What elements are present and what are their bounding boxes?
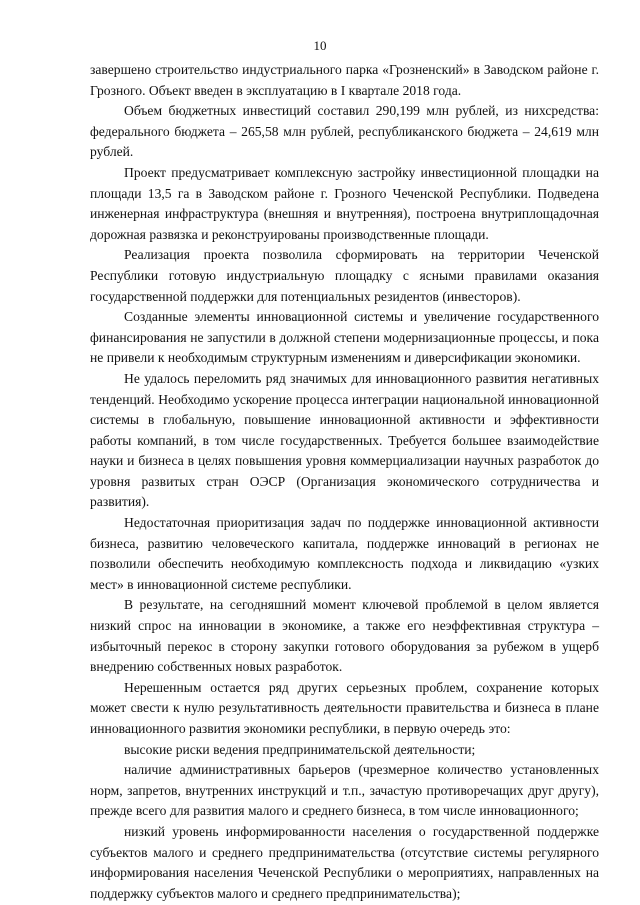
list-item: низкий уровень информированности населения о государственной поддержке субъектов малого и среднего предпринимательства (отсутствие системы регулярного информирования населения Чеченской Республики о мероприятиях, направленных на поддержку субъектов малого и среднего предпринимательства); (90, 823, 599, 901)
paragraph: Не удалось переломить ряд значимых для инновационного развития негативных тенденций. Необходимо ускорение процесса интеграции национальной инновационной системы в глобальную, повышение инновационной активности и эффективности работы компаний, в том числе государственных. Требуется большее взаимодействие науки и бизнеса в целях повышения уровня коммерциализации научных разработок до уровня развитых стран ОЭСР (Организация экономического сотрудничества и развития). (90, 370, 599, 510)
body-text (90, 60, 599, 904)
paragraph: В результате, на сегодняшний момент ключевой проблемой в целом является низкий спрос на инновации в экономике, а также его неэффективная структура – избыточный перекос в сторону закупки готового оборудования за рубежом в ущерб внедрению собственных новых разработок. (90, 597, 599, 675)
page-number: 10 (313, 38, 327, 53)
paragraph: Объем бюджетных инвестиций составил 290,199 млн рублей, из нихсредства: федерального бюджета – 265,58 млн рублей, республиканского бюджета – 24,619 млн рублей. (90, 103, 599, 160)
list-item: наличие административных барьеров (чрезмерное количество установленных норм, запретов, внутренних инструкций и т.п., зачастую противоречащих друг другу), прежде всего для развития малого и среднего бизнеса, в том числе инновационного; (90, 762, 599, 819)
paragraph: Созданные элементы инновационной системы и увеличение государственного финансирования не запустили в должной степени модернизационные процессы, и пока не привели к необходимым структурным изменениям и диверсификации экономики. (90, 309, 599, 366)
paragraph: Реализация проекта позволила сформировать на территории Чеченской Республики готовую индустриальную площадку с ясными правилами оказания государственной поддержки для потенциальных резидентов (инвесторов). (90, 247, 599, 304)
paragraph: завершено строительство индустриального парка «Грозненский» в Заводском районе г. Грозного. Объект введен в эксплуатацию в I квартале 2018 года. (90, 62, 599, 98)
paragraph: Проект предусматривает комплексную застройку инвестиционной площадки на площади 13,5 га в Заводском районе г. Грозного Чеченской Республики. Подведена инженерная инфраструктура (внешняя и внутренняя), построена внутриплощадочная дорожная развязка и реконструированы производственные площади. (90, 164, 599, 242)
paragraph: Недостаточная приоритизация задач по поддержке инновационной активности бизнеса, развитию человеческого капитала, поддержке инноваций в регионах не позволили обеспечить необходимую комплексность подхода и ликвидацию «узких мест» в инновационной системе республики. (90, 515, 599, 592)
paragraph: Нерешенным остается ряд других серьезных проблем, сохранение которых может свести к нулю результативность деятельности правительства и бизнеса в плане инновационного развития экономики республики, в первую очередь это: (90, 679, 599, 736)
list-item: высокие риски ведения предпринимательской деятельности; (124, 741, 476, 757)
